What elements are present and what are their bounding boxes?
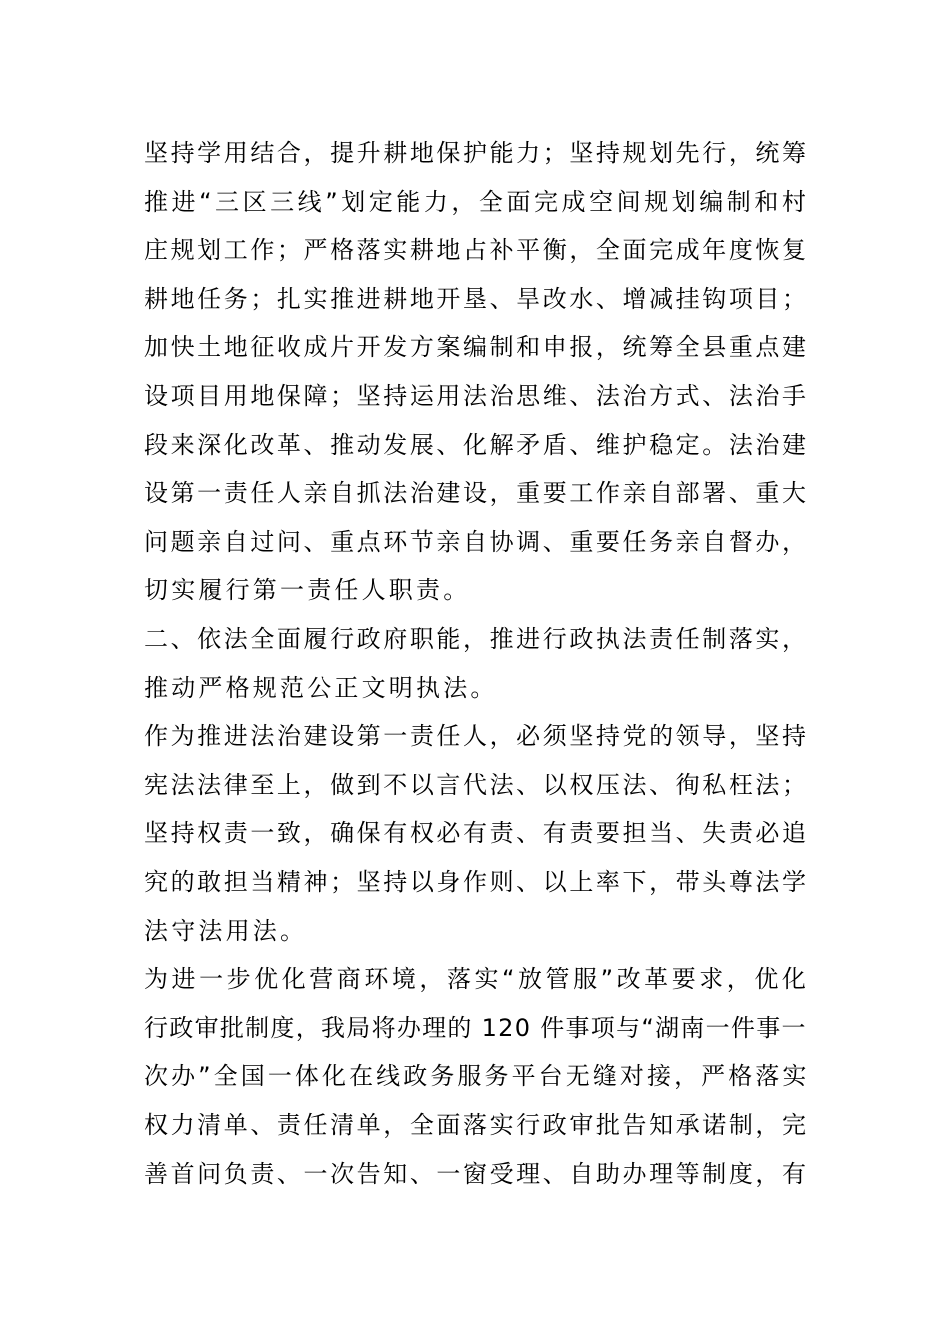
text-line: 庄规划工作；严格落实耕地占补平衡，全面完成年度恢复 [144, 236, 809, 265]
text-line: 为进一步优化营商环境，落实“放管服”改革要求，优化 [144, 965, 810, 994]
text-line: 坚持学用结合，提升耕地保护能力；坚持规划先行，统筹 [144, 139, 809, 167]
section-heading-line: 二、依法全面履行政府职能，推进行政执法责任制落实， [144, 625, 809, 653]
text-line: 段来深化改革、推动发展、化解矛盾、维护稳定。法治建 [144, 430, 809, 459]
text-line: 行政审批制度，我局将办理的 120 件事项与“湖南一件事一 [144, 1013, 807, 1042]
text-line: 耕地任务；扎实推进耕地开垦、旱改水、增减挂钩项目； [144, 284, 809, 313]
text-line: 善首问负责、一次告知、一窗受理、自助办理等制度，有 [144, 1159, 809, 1188]
text-line: 权力清单、责任清单，全面落实行政审批告知承诺制，完 [144, 1111, 809, 1139]
text-line: 作为推进法治建设第一责任人，必须坚持党的领导，坚持 [144, 722, 809, 751]
text-line: 究的敢担当精神；坚持以身作则、以上率下，带头尊法学 [144, 868, 809, 896]
text-line: 推进“三区三线”划定能力，全面完成空间规划编制和村 [144, 187, 810, 216]
section-heading-line: 推动严格规范公正文明执法。 [144, 673, 498, 702]
text-line: 次办”全国一体化在线政务服务平台无缝对接，严格落实 [144, 1062, 810, 1091]
text-line: 设项目用地保障；坚持运用法治思维、法治方式、法治手 [144, 382, 809, 410]
text-line: 法守法用法。 [144, 916, 308, 945]
text-line: 设第一责任人亲自抓法治建设，重要工作亲自部署、重大 [144, 479, 809, 508]
text-line: 坚持权责一致，确保有权必有责、有责要担当、失责必追 [144, 819, 809, 848]
text-line: 宪法法律至上，做到不以言代法、以权压法、徇私枉法； [144, 770, 809, 799]
text-line: 问题亲自过问、重点环节亲自协调、重要任务亲自督办， [144, 527, 809, 556]
text-line: 切实履行第一责任人职责。 [144, 576, 471, 605]
text-line: 加快土地征收成片开发方案编制和申报，统筹全县重点建 [144, 333, 809, 362]
